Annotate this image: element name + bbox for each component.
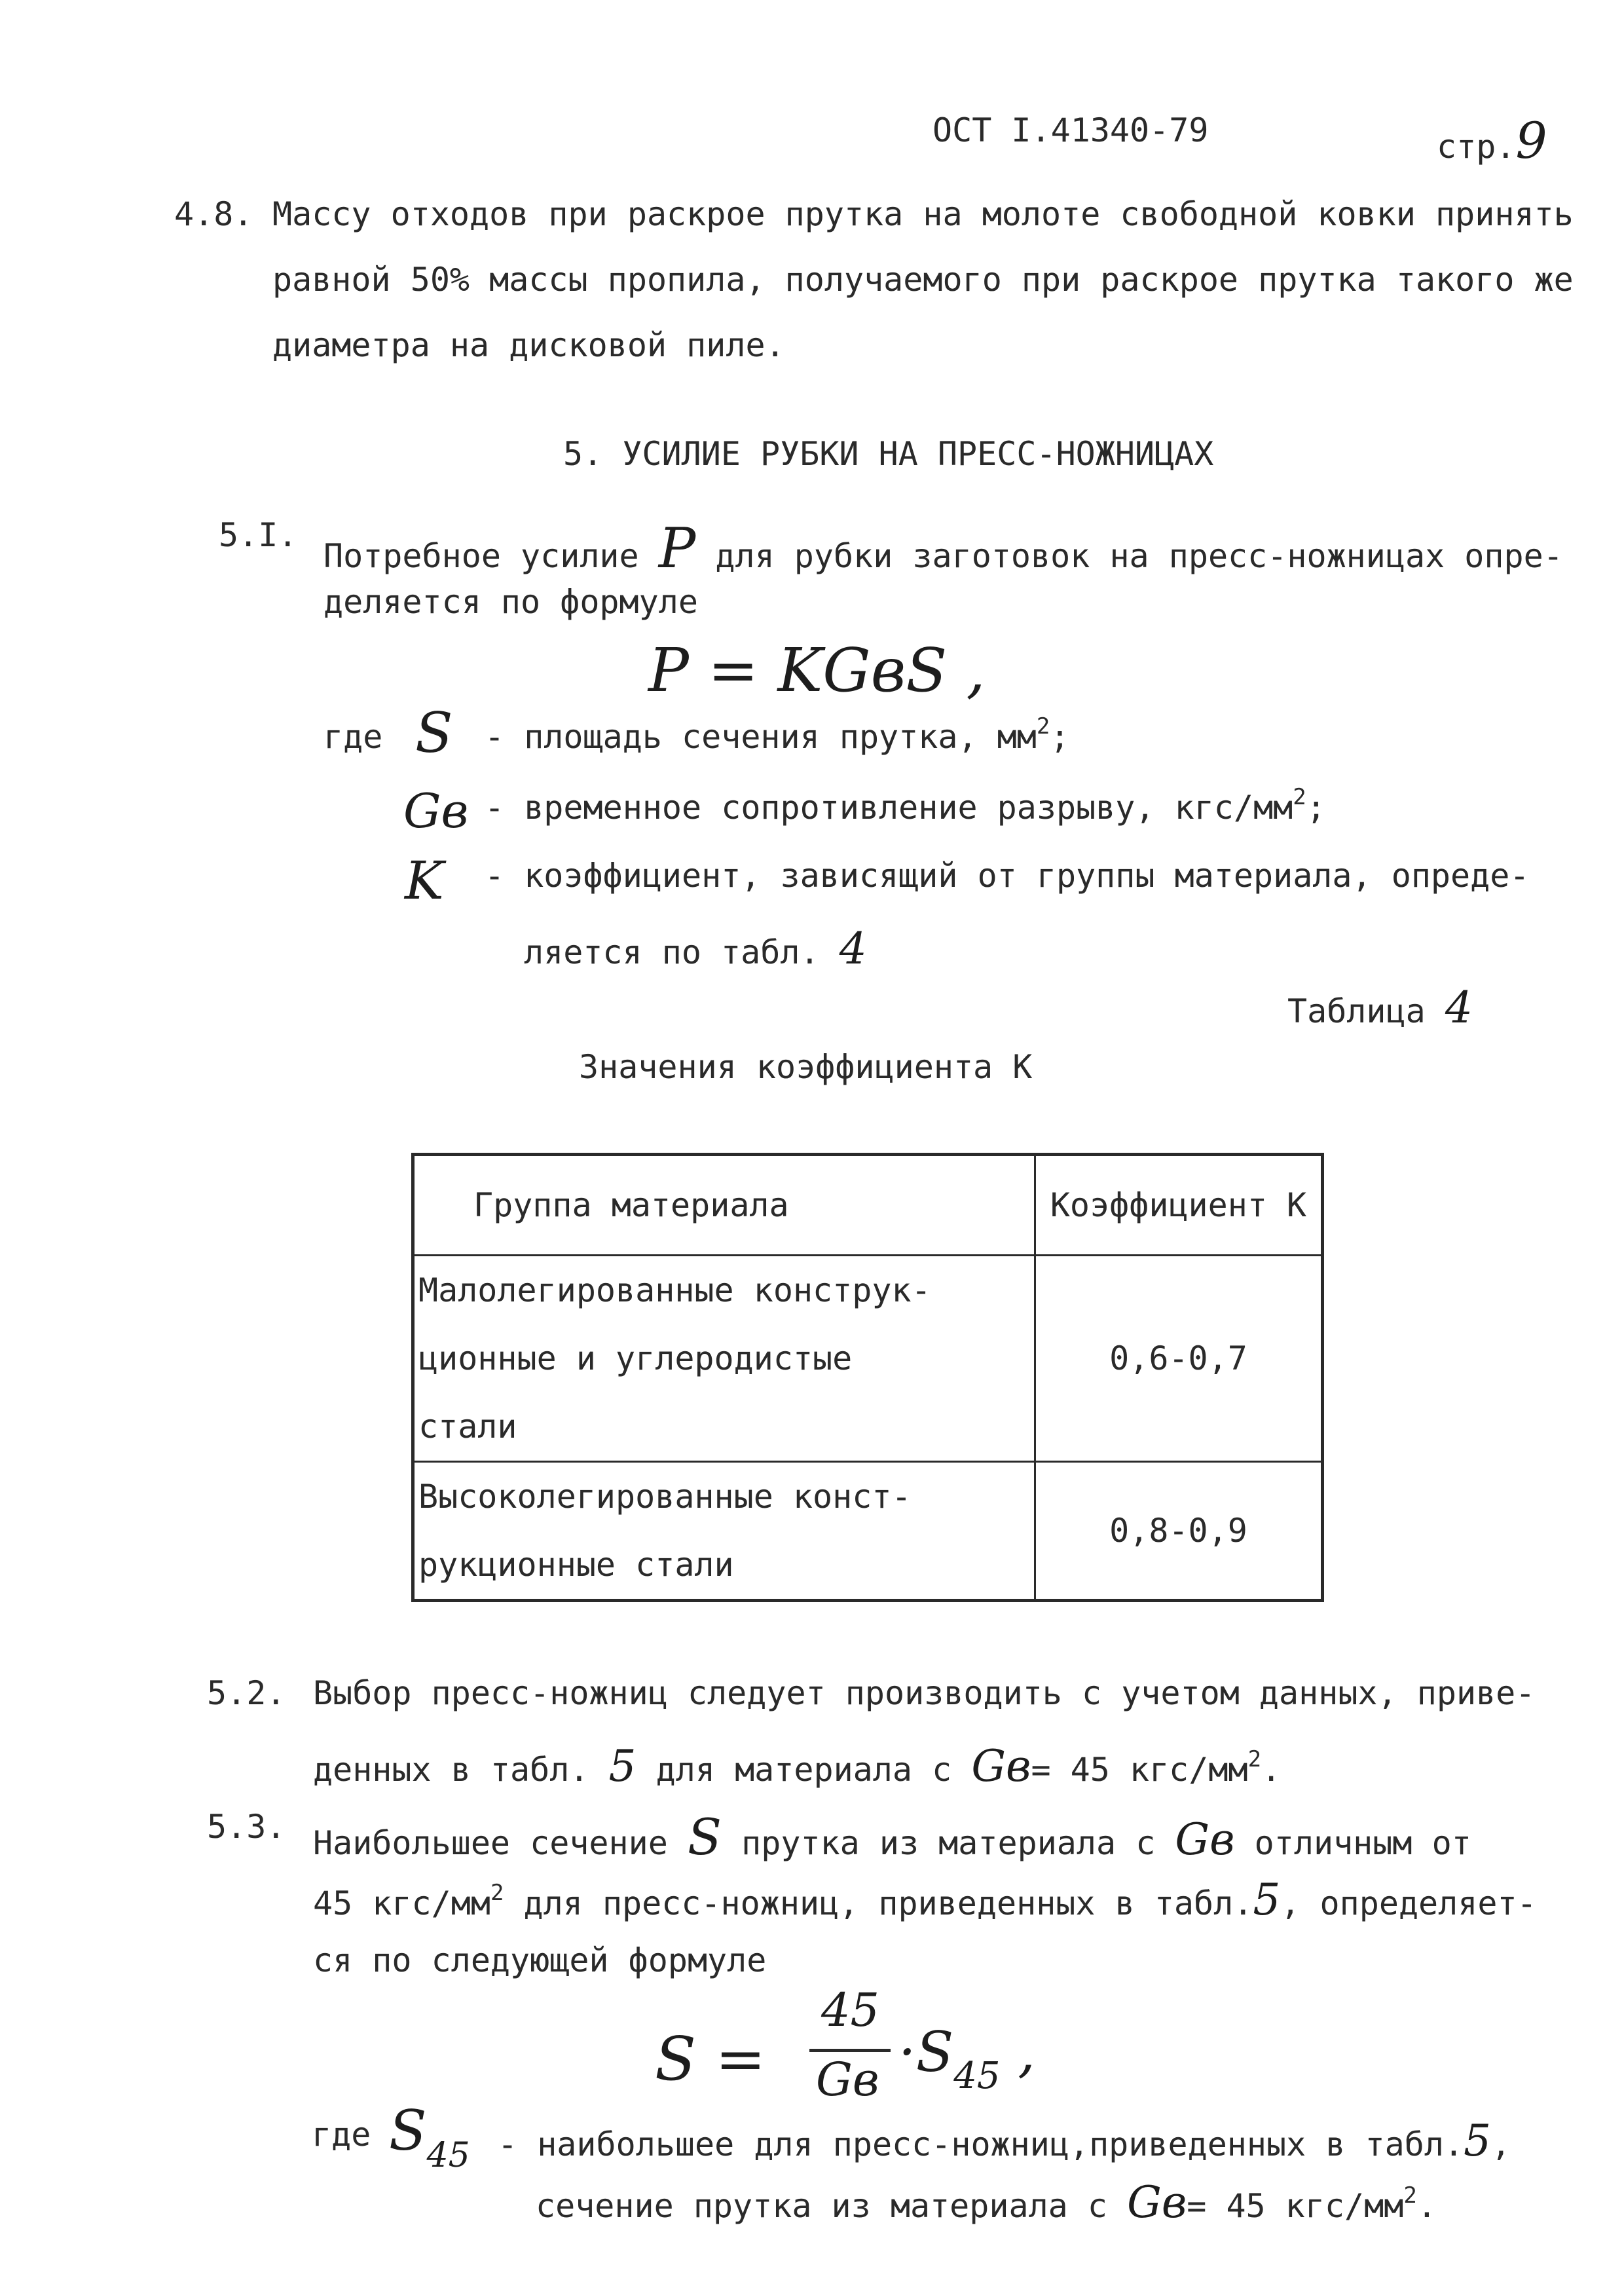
def-s: - площадь сечения прутка, $мм^2$; <box>485 713 1070 756</box>
symbol-s: S <box>415 701 453 765</box>
clause-5-2-number: 5.2. <box>207 1674 286 1712</box>
table-row <box>413 1256 1323 1462</box>
doc-code: ОСТ I.41340-79 <box>932 111 1209 149</box>
table-ref-5: 5 <box>1253 1875 1281 1925</box>
symbol-s45: $S_{45}$ <box>389 2099 470 2175</box>
def-sigma: - временное сопротивление разрыву, кгс/$мм^2$; <box>485 784 1326 827</box>
formula-numerator: 45 <box>821 1983 880 2037</box>
symbol-sigma: Gв <box>403 783 469 838</box>
clause-4-8-number: 4.8. <box>174 195 253 233</box>
section-symbol: S <box>687 1808 722 1866</box>
coefficient-table <box>411 1153 1324 1602</box>
sigma-symbol: Gв <box>1175 1814 1235 1865</box>
clause-5-2-line-2: денных в табл. 5 для материала с Gв= 45 кгс/$мм^2$. <box>313 1741 1282 1791</box>
table-header-row <box>413 1155 1323 1256</box>
formula-denominator: Gв <box>816 2053 879 2106</box>
force-symbol: P <box>658 516 696 580</box>
clause-4-8-line-1: Массу отходов при раскрое прутка на молоте свободной ковки принять <box>272 195 1574 233</box>
formula-lhs: S = <box>655 2024 766 2094</box>
clause-5-1-line-2: деляется по формуле <box>323 583 698 621</box>
def-k: - коэффициент, зависящий от группы материала, опреде- <box>485 857 1530 895</box>
clause-5-2-line-1: Выбор пресс-ножниц следует производить с учетом данных, приве- <box>313 1674 1536 1712</box>
def-s45-cont: сечение прутка из материала с Gв= 45 кгс/$мм^2$. <box>536 2177 1437 2228</box>
coefficient-cell: 0,6-0,7 <box>1035 1256 1323 1462</box>
formula-rhs: $\cdot S_{45}$ , <box>898 2020 1035 2097</box>
clause-5-3-line-2: 45 кгс/$мм^2$ для пресс-ножниц, приведенных в табл.5, определяет- <box>313 1875 1537 1925</box>
formula-force: P = KGвS , <box>648 635 986 705</box>
header-coefficient: Коэффициент К <box>1035 1155 1323 1256</box>
def-k-cont: ляется по табл. 4 <box>524 924 867 974</box>
clause-5-1-line-1: Потребное усилие P для рубки заготовок на пресс-ножницах опре- <box>323 516 1563 580</box>
page-number <box>1437 111 1547 170</box>
page-number-value: 9 <box>1515 111 1547 170</box>
table-ref-5: 5 <box>608 1741 637 1791</box>
clause-5-3-number: 5.3. <box>207 1808 286 1846</box>
clause-5-3-line-3: ся по следующей формуле <box>313 1941 767 1979</box>
where-label: где <box>323 718 383 756</box>
table-row <box>413 1462 1323 1601</box>
coefficient-cell: 0,8-0,9 <box>1035 1462 1323 1601</box>
clause-5-1-number: 5.I. <box>219 516 298 554</box>
where-label-2: где <box>312 2116 371 2154</box>
material-cell: Малолегированные конструк- ционные и углеродистые стали <box>413 1256 1035 1462</box>
page-prefix: стр. <box>1437 128 1516 166</box>
table-ref-4: 4 <box>839 924 867 974</box>
sigma-symbol: Gв <box>971 1741 1031 1791</box>
clause-4-8-line-3: диаметра на дисковой пиле. <box>272 326 785 364</box>
def-s45: - наибольшее для пресс-ножниц,приведенных в табл.5, <box>498 2116 1511 2166</box>
sigma-symbol: Gв <box>1127 2177 1187 2228</box>
material-cell: Высоколегированные конст- рукционные стали <box>413 1462 1035 1601</box>
header-material-group: Группа материала <box>413 1155 1035 1256</box>
fraction-bar <box>809 2049 891 2052</box>
clause-4-8-line-2: равной 50% массы пропила, получаемого при раскрое прутка такого же <box>272 261 1574 299</box>
table-4-label: Таблица 4 <box>1287 982 1473 1033</box>
symbol-k: K <box>405 850 444 911</box>
table-4-caption: Значения коэффициента К <box>579 1048 1033 1086</box>
section-5-title: 5. УСИЛИЕ РУБКИ НА ПРЕСС-НОЖНИЦАХ <box>563 435 1214 473</box>
clause-5-3-line-1: Наибольшее сечение S прутка из материала с Gв отличным от <box>313 1808 1471 1866</box>
